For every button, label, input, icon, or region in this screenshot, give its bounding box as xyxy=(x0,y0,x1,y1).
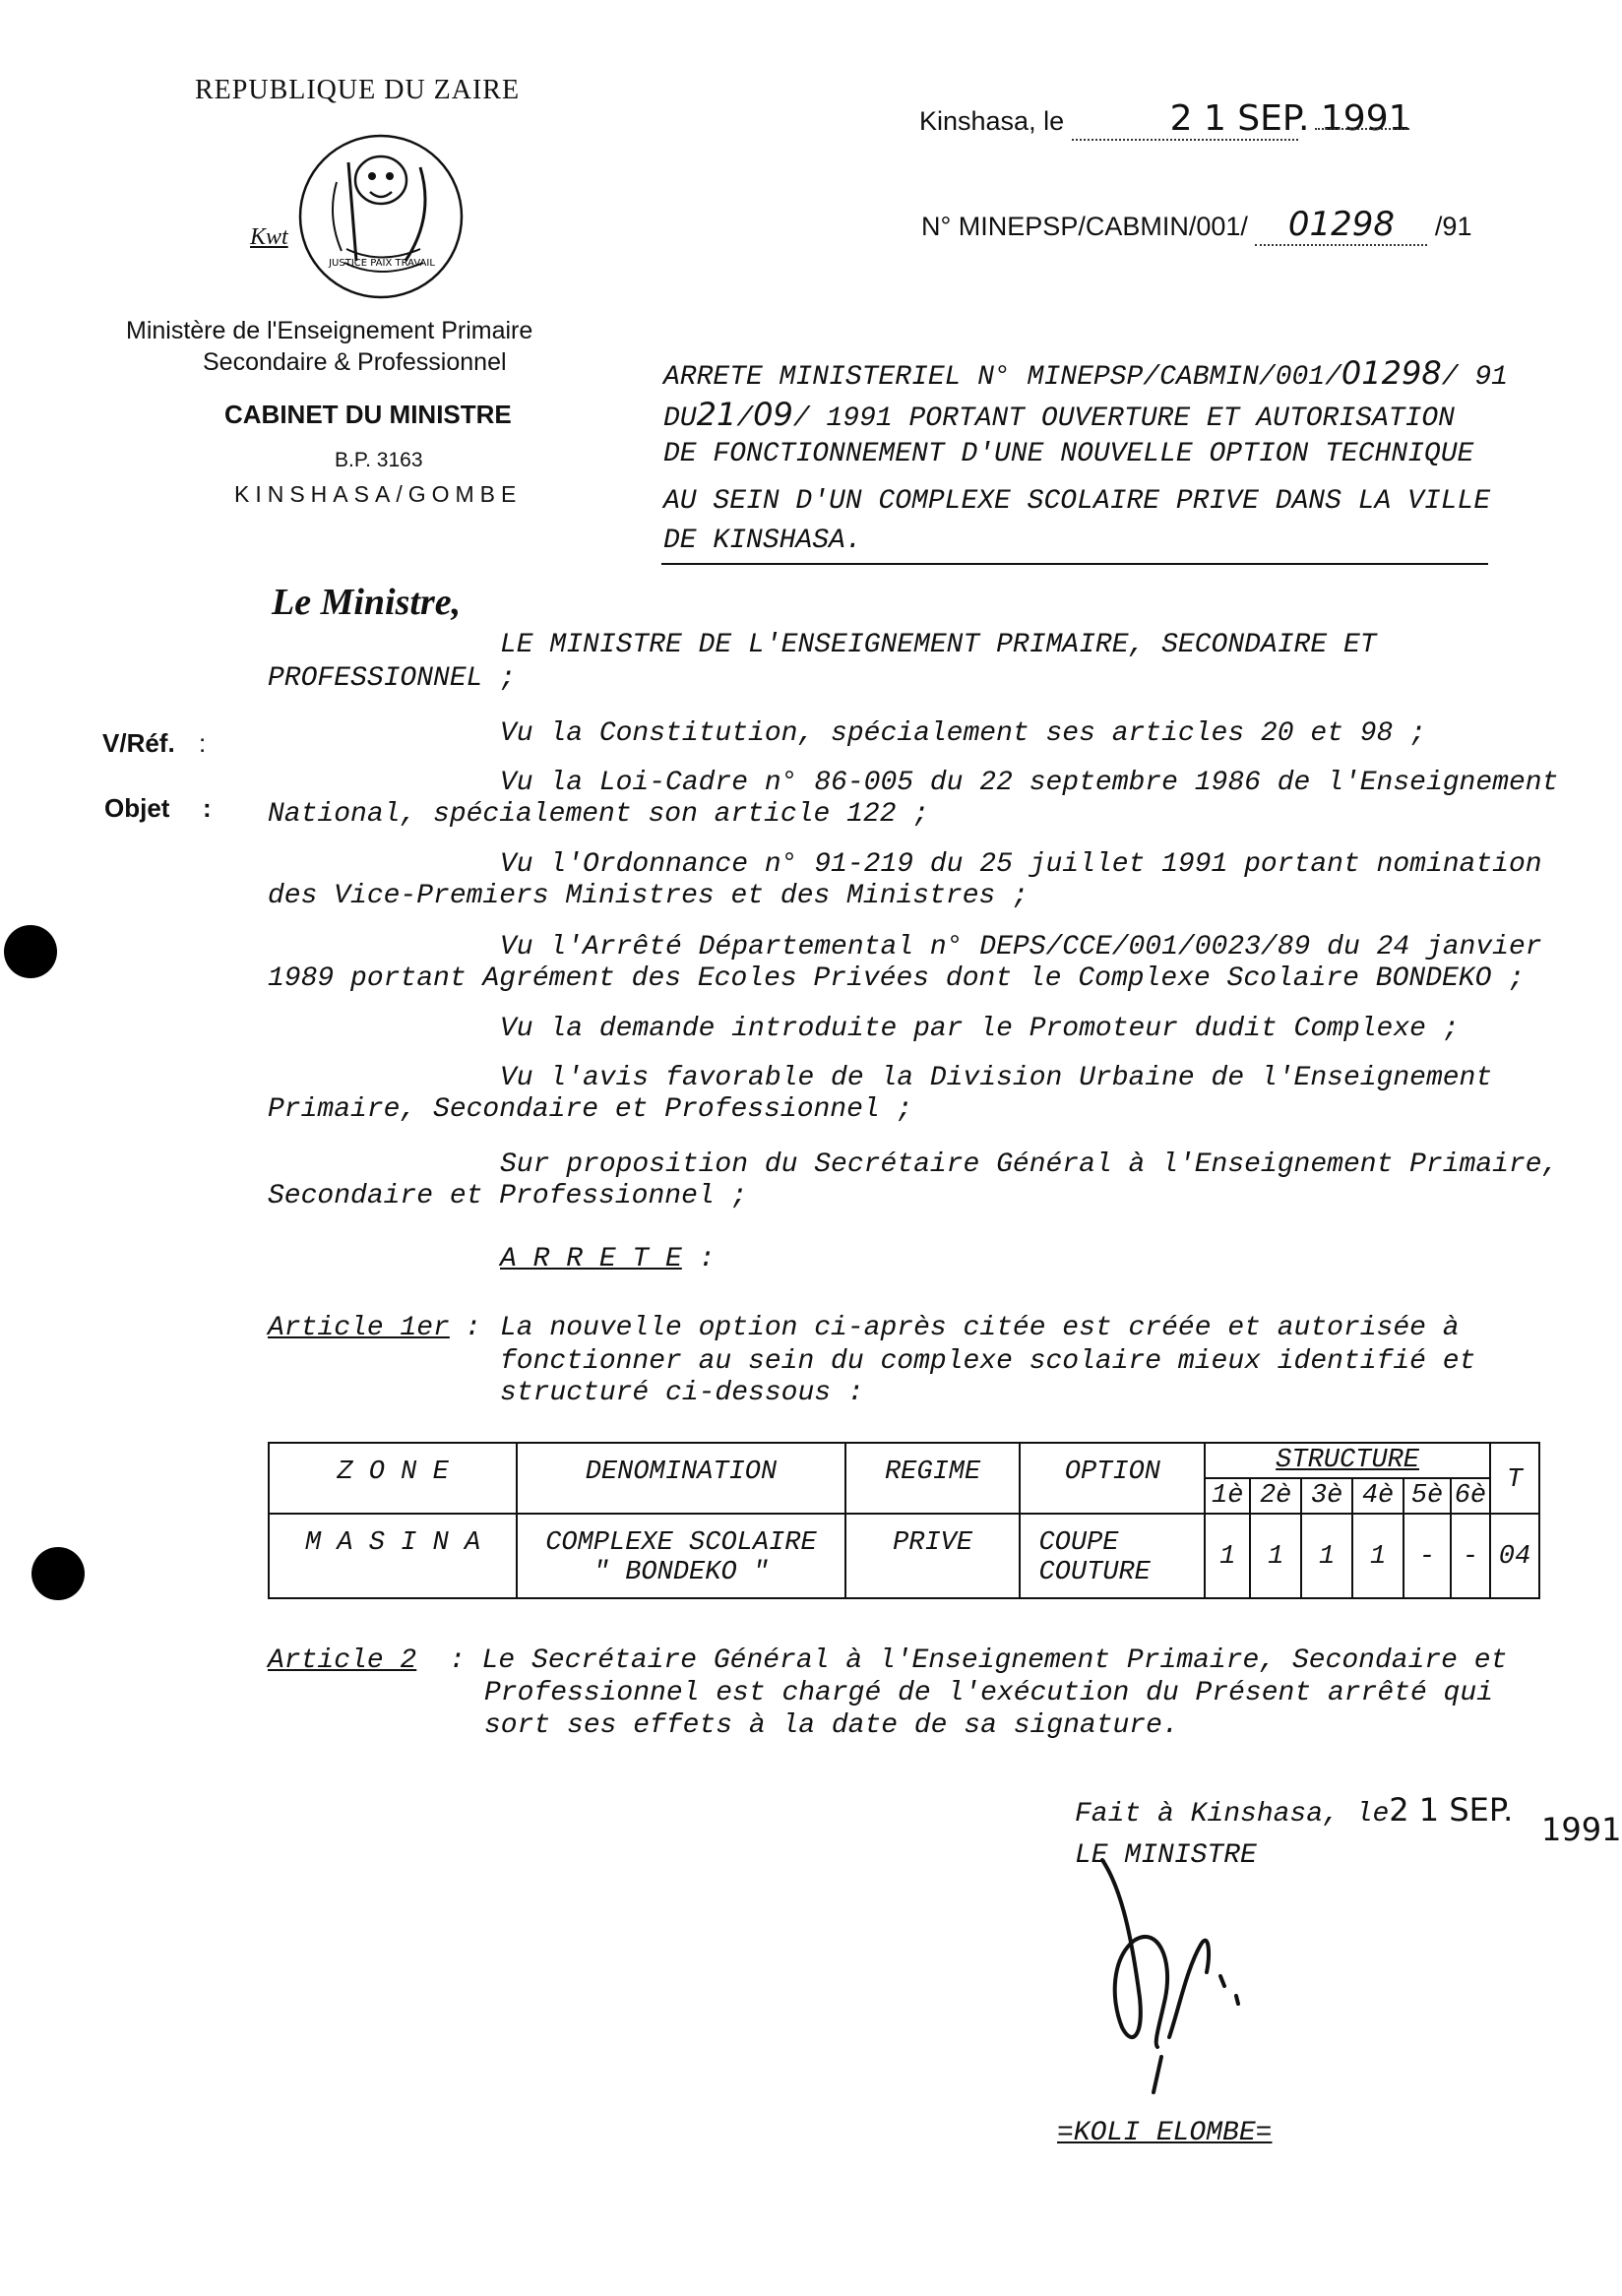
fait-a-line xyxy=(1075,1791,1513,1830)
article-2-label: Article 2 xyxy=(268,1645,417,1676)
vu-avis-line1: Vu l'avis favorable de la Division Urbaine de l'Enseignement xyxy=(500,1063,1493,1093)
reference-number-handwritten: 01298 xyxy=(1287,205,1395,244)
vu-arrete-line1: Vu l'Arrêté Départemental n° DEPS/CCE/001/0023/89 du 24 janvier xyxy=(500,932,1542,962)
cell-total: 04 xyxy=(1490,1514,1539,1598)
le-ministre-heading: Le Ministre, xyxy=(272,582,462,623)
cell-year: 1 xyxy=(1301,1514,1352,1598)
table-row xyxy=(269,1514,1539,1598)
article-1-line1: La nouvelle option ci-après citée est créée et autorisée à xyxy=(500,1313,1460,1343)
vu-ordonnance-line1: Vu l'Ordonnance n° 91-219 du 25 juillet 1991 portant nomination xyxy=(500,849,1542,880)
fait-a-text: Fait à Kinshasa, le xyxy=(1075,1799,1390,1830)
objet-label: Objet xyxy=(104,793,170,823)
subject-underline xyxy=(661,563,1488,565)
seal-handwritten-mark: Kwt xyxy=(250,224,288,250)
coat-of-arms-seal-icon xyxy=(287,123,474,300)
reference-number-line xyxy=(921,205,1471,246)
proposition-line2: Secondaire et Professionnel ; xyxy=(268,1181,748,1211)
cell-denomination-line1: COMPLEXE SCOLAIRE xyxy=(545,1528,817,1558)
article-2-line1: : Le Secrétaire Général à l'Enseignement Primaire, Secondaire et xyxy=(449,1645,1508,1676)
arrete-heading xyxy=(500,1244,715,1274)
subject-line1-text: ARRETE MINISTERIEL N° MINEPSP/CABMIN/001/ xyxy=(663,362,1341,393)
subject-month-handwritten: 09 xyxy=(753,396,793,433)
objet-colon: : xyxy=(203,793,212,823)
cell-denomination-line2: " BONDEKO " xyxy=(593,1558,770,1587)
ministry-name-line2: Secondaire & Professionnel xyxy=(203,348,507,376)
seal-motto: JUSTICE PAIX TRAVAIL xyxy=(329,258,435,269)
subject-line1-suffix: / 91 xyxy=(1441,362,1508,393)
proposition-line1: Sur proposition du Secrétaire Général à l'Enseignement Primaire, xyxy=(500,1149,1559,1180)
cell-option-line1: COUPE xyxy=(1038,1528,1119,1558)
cell-year: 1 xyxy=(1205,1514,1250,1598)
subject-line4: AU SEIN D'UN COMPLEXE SCOLAIRE PRIVE DANS LA VILLE xyxy=(663,486,1491,517)
place-label: Kinshasa, le xyxy=(919,106,1065,136)
subject-du: DU xyxy=(663,403,697,434)
subject-line1 xyxy=(663,354,1508,393)
cell-option xyxy=(1020,1514,1205,1598)
article-2-line3: sort ses effets à la date de sa signature. xyxy=(484,1710,1179,1741)
subject-line2 xyxy=(663,396,1455,434)
signature-icon xyxy=(1063,1850,1299,2106)
article-1-colon: : xyxy=(465,1313,481,1343)
arrete-word: A R R E T E xyxy=(500,1244,682,1274)
vu-loi-cadre-line1: Vu la Loi-Cadre n° 86-005 du 22 septembre 1986 de l'Enseignement xyxy=(500,768,1559,798)
signatory-title: LE MINISTRE xyxy=(1075,1840,1257,1871)
subject-day-handwritten: 21 xyxy=(696,396,737,433)
article-2-line2: Professionnel est chargé de l'exécution du Présent arrêté qui xyxy=(484,1678,1493,1708)
place-date-line xyxy=(919,98,1409,141)
cell-regime: PRIVE xyxy=(845,1514,1021,1598)
cell-option-line2: COUTURE xyxy=(1038,1558,1151,1587)
cell-year: - xyxy=(1451,1514,1490,1598)
structure-table xyxy=(268,1442,1540,1599)
vu-arrete-line2: 1989 portant Agrément des Ecoles Privées dont le Complexe Scolaire BONDEKO ; xyxy=(268,963,1526,994)
signatory-name-text: =KOLI ELOMBE= xyxy=(1057,2118,1273,2148)
cell-year: 1 xyxy=(1250,1514,1301,1598)
header-year: 5è xyxy=(1404,1478,1451,1514)
fait-year-stamp: 1991 xyxy=(1541,1811,1622,1848)
arrete-colon: : xyxy=(698,1244,716,1274)
header-year: 1è xyxy=(1205,1478,1250,1514)
subject-date-separator: / xyxy=(736,403,754,434)
cell-zone: M A S I N A xyxy=(269,1514,517,1598)
reference-suffix: /91 xyxy=(1434,212,1472,241)
place-date-stamp: 2 1 SEP. 1991 xyxy=(1169,98,1411,139)
vu-constitution: Vu la Constitution, spécialement ses articles 20 et 98 ; xyxy=(500,718,1426,749)
fait-date-stamp: 2 1 SEP. xyxy=(1389,1791,1514,1829)
header-regime: REGIME xyxy=(845,1443,1021,1514)
article-1-label: Article 1er xyxy=(268,1313,450,1343)
intro-line1: LE MINISTRE DE L'ENSEIGNEMENT PRIMAIRE, SECONDAIRE ET xyxy=(500,630,1377,660)
vu-avis-line2: Primaire, Secondaire et Professionnel ; xyxy=(268,1094,913,1125)
punch-hole-bottom xyxy=(31,1547,85,1600)
republic-heading: REPUBLIQUE DU ZAIRE xyxy=(195,75,521,105)
header-total: T xyxy=(1490,1443,1539,1514)
vu-loi-cadre-line2: National, spécialement son article 122 ; xyxy=(268,799,930,830)
city-address: KINSHASA/GOMBE xyxy=(234,481,523,507)
intro-line2: PROFESSIONNEL ; xyxy=(268,663,517,694)
vref-colon: : xyxy=(199,728,207,758)
signatory-name xyxy=(1057,2118,1272,2148)
article-1-line3: structuré ci-dessous : xyxy=(500,1378,864,1408)
header-year: 3è xyxy=(1301,1478,1352,1514)
header-year: 6è xyxy=(1451,1478,1490,1514)
header-year: 4è xyxy=(1352,1478,1404,1514)
header-structure xyxy=(1205,1443,1490,1478)
postal-box: B.P. 3163 xyxy=(335,449,423,471)
subject-line5: DE KINSHASA. xyxy=(663,526,862,556)
vref-label: V/Réf. xyxy=(102,728,175,758)
header-structure-text: STRUCTURE xyxy=(1276,1446,1419,1475)
cell-denomination xyxy=(517,1514,845,1598)
header-zone: Z O N E xyxy=(269,1443,517,1514)
cell-year: - xyxy=(1404,1514,1451,1598)
subject-number-handwritten: 01298 xyxy=(1341,354,1442,392)
punch-hole-top xyxy=(4,925,57,978)
vu-ordonnance-line2: des Vice-Premiers Ministres et des Ministres ; xyxy=(268,881,1029,911)
header-denomination: DENOMINATION xyxy=(517,1443,845,1514)
vu-demande: Vu la demande introduite par le Promoteur dudit Complexe ; xyxy=(500,1014,1460,1044)
header-option: OPTION xyxy=(1020,1443,1205,1514)
cabinet-heading: CABINET DU MINISTRE xyxy=(224,400,512,429)
article-1-line2: fonctionner au sein du complexe scolaire mieux identifié et xyxy=(500,1346,1476,1377)
cell-year: 1 xyxy=(1352,1514,1404,1598)
ministry-name-line1: Ministère de l'Enseignement Primaire xyxy=(126,317,533,344)
subject-line3: DE FONCTIONNEMENT D'UNE NOUVELLE OPTION TECHNIQUE xyxy=(663,439,1474,469)
reference-prefix: N° MINEPSP/CABMIN/001/ xyxy=(921,212,1248,241)
subject-line2-text: / 1991 PORTANT OUVERTURE ET AUTORISATION xyxy=(792,403,1455,434)
table-header-row xyxy=(269,1443,1539,1478)
header-year: 2è xyxy=(1250,1478,1301,1514)
